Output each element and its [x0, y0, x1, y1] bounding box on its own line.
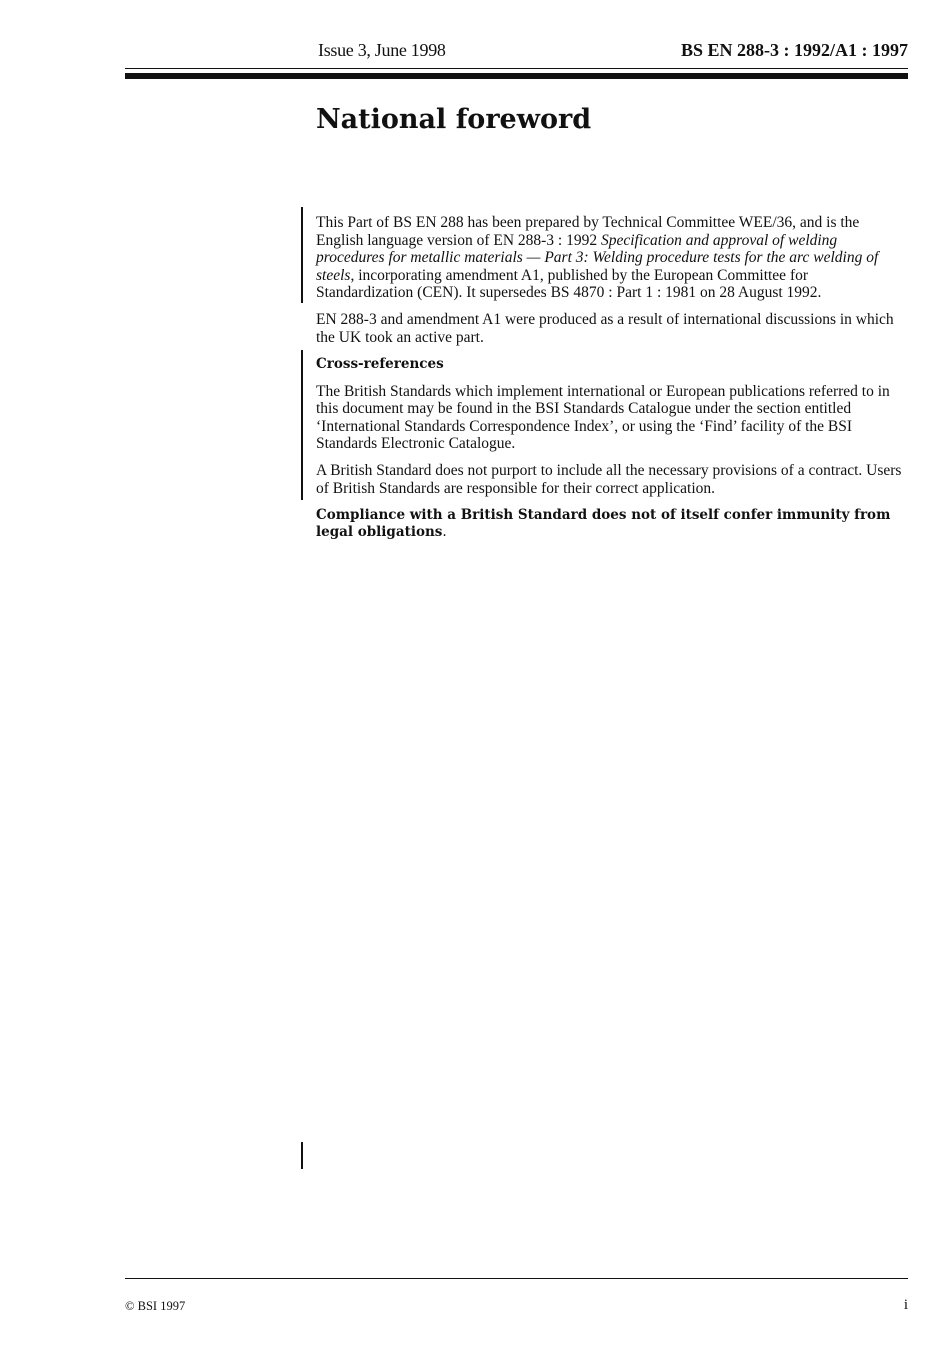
intro-text-continued: , incorporating amendment A1, published by the European Committee for Standardization (CEN). It supersedes BS 4870 : Part 1 : 1981 on 28 August 1992. [316, 266, 822, 301]
paragraph-provisions: A British Standard does not purport to include all the necessary provisions of a contract. Users of British Standards are responsible for their correct application. [316, 462, 902, 497]
change-bar [301, 1142, 303, 1169]
header-rule-thin [125, 68, 908, 69]
paragraph-discussions: EN 288-3 and amendment A1 were produced as a result of international discussions in which the UK took an active part. [316, 311, 894, 346]
paragraph-intro [316, 214, 908, 302]
change-bar [301, 207, 303, 303]
compliance-period: . [442, 524, 447, 540]
page-title: National foreword [316, 104, 592, 135]
intro-text: This Part of BS EN 288 has been prepared by Technical Committee WEE/36, and is the English language version of EN 288-3 : 1992 [316, 214, 860, 249]
standard-title: Specification and approval of welding procedures for metallic materials — Part 3: Welding procedure tests for the arc welding of steels [316, 231, 879, 284]
footer-rule [125, 1278, 908, 1279]
header-issue: Issue 3, June 1998 [318, 40, 446, 60]
compliance-text: Compliance with a British Standard does not of itself confer immunity from legal obligations [316, 506, 891, 540]
change-bar [301, 350, 303, 500]
paragraph-cross-references: The British Standards which implement international or European publications referred to in this document may be found in the BSI Standards Catalogue under the section entitled ‘International Standards Correspondence Index’, or using the ‘Find’ facility of the BSI Standards Electronic Catalogue. [316, 382, 890, 452]
compliance-statement [316, 507, 908, 542]
foreword-body [316, 214, 908, 551]
header-rule-thick [125, 73, 908, 79]
footer-page-number: i [903, 1297, 908, 1313]
footer-copyright: © BSI 1997 [125, 1299, 186, 1313]
header-document-number: BS EN 288-3 : 1992/A1 : 1997 [680, 40, 908, 60]
cross-references-heading: Cross-references [316, 355, 444, 372]
